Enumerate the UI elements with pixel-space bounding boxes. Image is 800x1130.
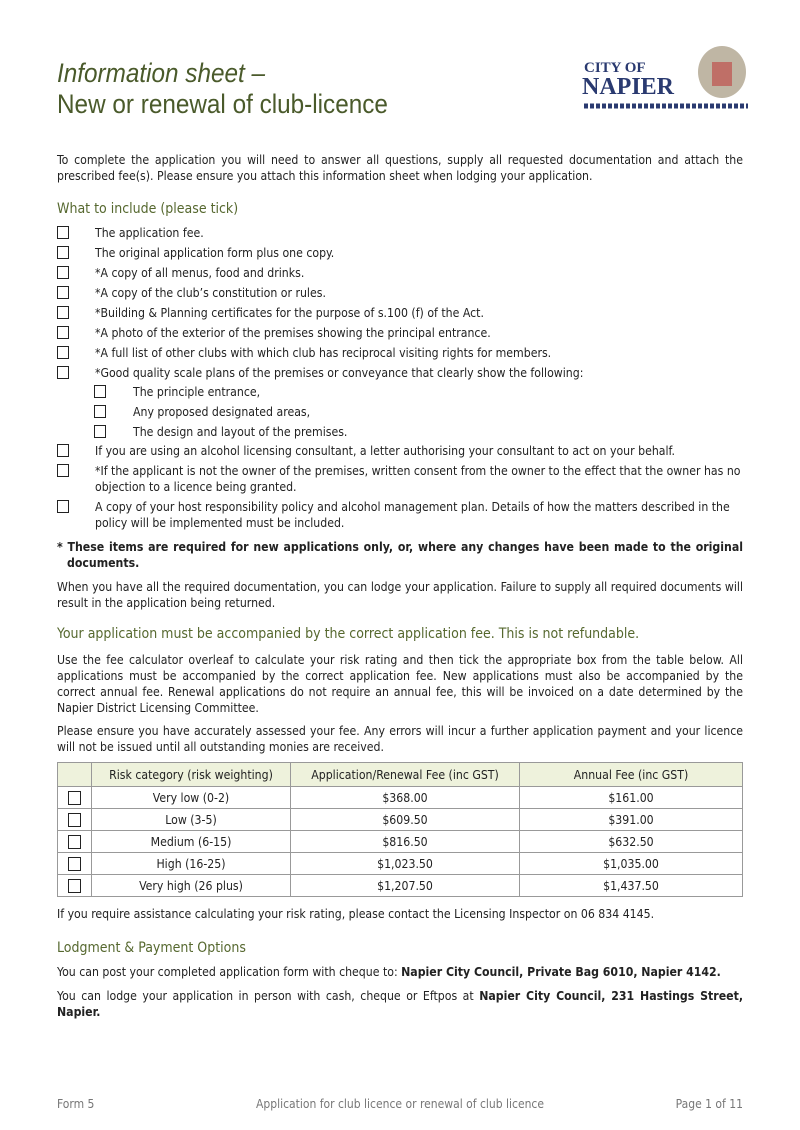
title-line-2: New or renewal of club-licence: [57, 89, 388, 119]
checklist-item-label: The design and layout of the premises.: [133, 425, 348, 439]
checkbox[interactable]: [57, 326, 69, 339]
checklist-item: [57, 245, 743, 261]
checkbox[interactable]: [57, 366, 69, 379]
checklist-item: [57, 325, 743, 341]
checkbox[interactable]: [68, 791, 81, 805]
header-annual-fee: Annual Fee (inc GST): [520, 763, 743, 787]
checkbox[interactable]: [68, 879, 81, 893]
checkbox[interactable]: [94, 385, 106, 398]
checklist-item-label: Any proposed designated areas,: [133, 405, 311, 419]
table-header-row: [58, 763, 743, 787]
table-cell: Medium (6-15): [92, 831, 291, 853]
assist-text: If you require assistance calculating your risk rating, please contact the Licensing Inspector on 06 834 4145.: [57, 907, 655, 921]
checklist-item: [57, 404, 743, 420]
checklist-item-label: The principle entrance,: [133, 385, 261, 399]
checkbox[interactable]: [57, 266, 69, 279]
lodge-paragraph: When you have all the required documentation, you can lodge your application. Failure to supply all required documents will result in the application being returned.: [57, 580, 743, 610]
checklist-item-label: *A copy of the club’s constitution or rules.: [95, 286, 326, 300]
table-cell: Very low (0-2): [92, 787, 291, 809]
table-row: [58, 787, 743, 809]
table-row: [58, 831, 743, 853]
title-line-1: Information sheet –: [57, 58, 266, 88]
table-cell: High (16-25): [92, 853, 291, 875]
checklist-item: [57, 265, 743, 281]
checklist-item: [57, 365, 743, 381]
row-tick-cell: [58, 875, 92, 897]
fee-paragraph-1: Use the fee calculator overleaf to calculate your risk rating and then tick the appropriate box from the table below. All applications must be accompanied by the correct application fee. New applications must also be accompanied by the correct annual fee. Renewal applications do not require an annual fee, this will be invoiced on a date determined by the Napier District Licensing Committee.: [57, 653, 743, 715]
intro-paragraph: To complete the application you will need to answer all questions, supply all requested documentation and attach the prescribed fee(s). Please ensure you attach this information sheet when lodging your application.: [57, 153, 743, 183]
include-heading: What to include (please tick): [57, 201, 239, 217]
checkbox[interactable]: [94, 425, 106, 438]
person-address: Napier City Council, 231 Hastings Street, Napier.: [57, 989, 743, 1019]
table-row: [58, 853, 743, 875]
person-option: [57, 988, 743, 1020]
person-text: You can lodge your application in person with cash, cheque or Eftpos at: [57, 989, 480, 1003]
table-cell: $1,023.50: [291, 853, 520, 875]
napier-city-logo: [582, 40, 750, 112]
payment-heading: Lodgment & Payment Options: [57, 940, 246, 956]
checkbox[interactable]: [57, 306, 69, 319]
table-row: [58, 875, 743, 897]
post-text: You can post your completed application form with cheque to:: [57, 965, 402, 979]
checklist-item: [57, 305, 743, 321]
header-tick: [58, 763, 92, 787]
post-option: [57, 964, 743, 980]
checklist-item: [57, 443, 743, 459]
checklist-item-label: *A copy of all menus, food and drinks.: [95, 266, 305, 280]
table-cell: Very high (26 plus): [92, 875, 291, 897]
checklist-item: [57, 345, 743, 361]
row-tick-cell: [58, 831, 92, 853]
table-cell: $816.50: [291, 831, 520, 853]
checklist-item-label: The application fee.: [95, 226, 204, 240]
table-cell: $609.50: [291, 809, 520, 831]
checklist-item: [57, 285, 743, 301]
footer-page: Page 1 of 11: [675, 1097, 743, 1111]
checklist-item: [57, 225, 743, 241]
checklist-item-label: *A photo of the exterior of the premises showing the principal entrance.: [95, 326, 491, 340]
table-cell: $632.50: [520, 831, 743, 853]
table-cell: Low (3-5): [92, 809, 291, 831]
checklist-item-label: *Good quality scale plans of the premises or conveyance that clearly show the following:: [95, 366, 584, 380]
checklist-item-label: *A full list of other clubs with which club has reciprocal visiting rights for members.: [95, 346, 552, 360]
header-app-fee: Application/Renewal Fee (inc GST): [291, 763, 520, 787]
row-tick-cell: [58, 853, 92, 875]
checkbox[interactable]: [57, 286, 69, 299]
table-row: [58, 809, 743, 831]
checkbox[interactable]: [68, 813, 81, 827]
checklist-item: [57, 499, 743, 531]
table-cell: $391.00: [520, 809, 743, 831]
table-cell: $1,035.00: [520, 853, 743, 875]
checkbox[interactable]: [57, 246, 69, 259]
row-tick-cell: [58, 787, 92, 809]
post-address: Napier City Council, Private Bag 6010, Napier 4142.: [401, 965, 721, 979]
table-cell: $161.00: [520, 787, 743, 809]
fee-heading: Your application must be accompanied by the correct application fee. This is not refundable.: [57, 626, 640, 642]
checkbox[interactable]: [57, 346, 69, 359]
checklist-item-label: The original application form plus one copy.: [95, 246, 335, 260]
checkbox[interactable]: [68, 857, 81, 871]
checkbox[interactable]: [57, 444, 69, 457]
table-cell: $1,437.50: [520, 875, 743, 897]
checkbox[interactable]: [68, 835, 81, 849]
checklist-item-label: *Building & Planning certificates for the purpose of s.100 (f) of the Act.: [95, 306, 484, 320]
checklist-item: [57, 463, 743, 495]
checklist-item: [57, 424, 743, 440]
required-note: * These items are required for new applications only, or, where any changes have been made to the original documents.: [57, 540, 743, 570]
checklist-item-label: A copy of your host responsibility policy and alcohol management plan. Details of how the matters described in the policy will be implemented must be included.: [95, 500, 730, 530]
header-risk: Risk category (risk weighting): [92, 763, 291, 787]
svg-text:CITY OF: CITY OF: [584, 60, 646, 76]
fee-paragraph-2: Please ensure you have accurately assessed your fee. Any errors will incur a further application payment and your licence will not be issued until all outstanding monies are received.: [57, 724, 743, 754]
checklist-item: [57, 384, 743, 400]
checklist-item-label: *If the applicant is not the owner of the premises, written consent from the owner to the effect that the owner has no objection to a licence being granted.: [95, 464, 741, 494]
table-cell: $368.00: [291, 787, 520, 809]
checkbox[interactable]: [57, 500, 69, 513]
row-tick-cell: [58, 809, 92, 831]
fee-table: [57, 762, 743, 897]
checklist-item-label: If you are using an alcohol licensing consultant, a letter authorising your consultant to act on your behalf.: [95, 444, 675, 458]
checkbox[interactable]: [57, 464, 69, 477]
footer-form: Form 5: [57, 1097, 95, 1111]
checkbox[interactable]: [94, 405, 106, 418]
checkbox[interactable]: [57, 226, 69, 239]
svg-text:NAPIER: NAPIER: [582, 74, 675, 100]
table-cell: $1,207.50: [291, 875, 520, 897]
footer-title: Application for club licence or renewal of club licence: [255, 1097, 545, 1111]
